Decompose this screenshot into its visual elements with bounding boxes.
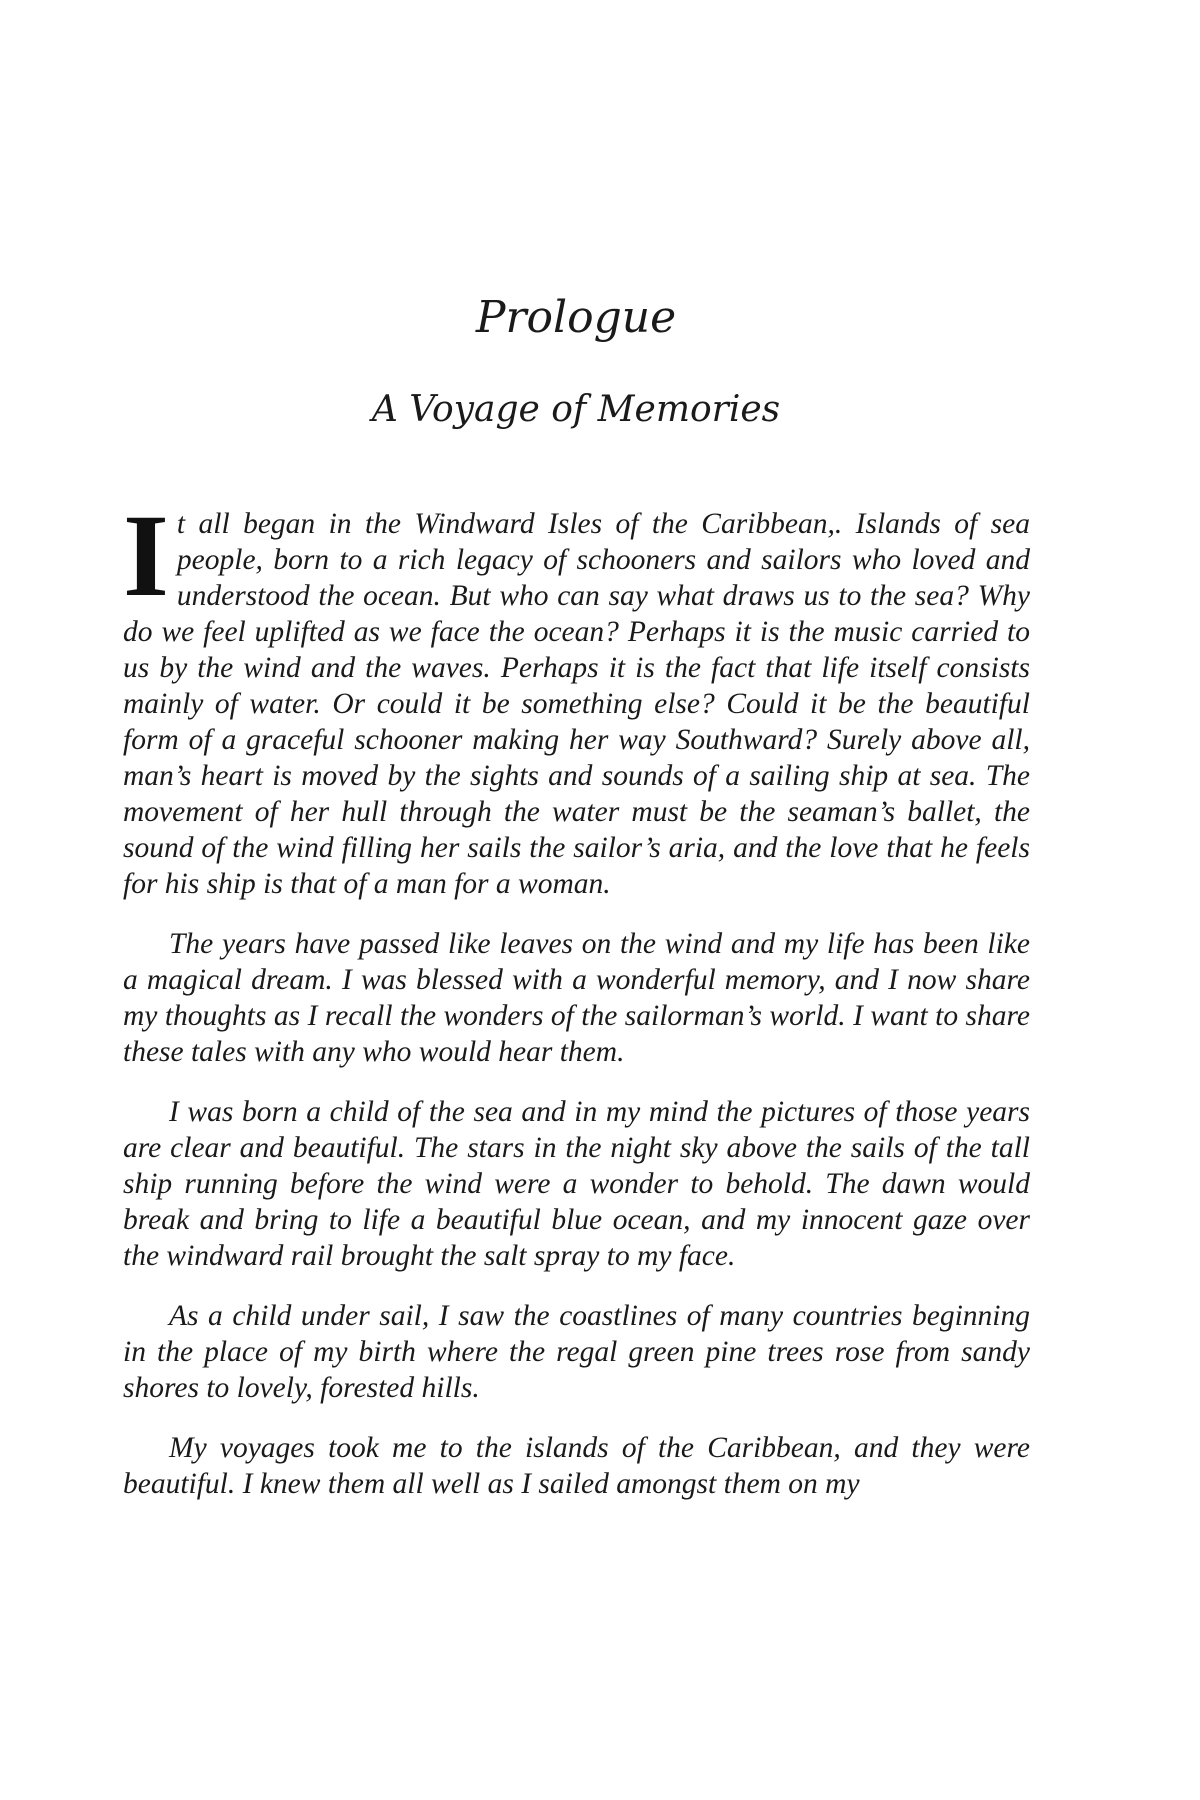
paragraph-4: As a child under sail, I saw the coastlines of many countries beginning in the place of my birth where the regal green pine trees rose from sandy shores to lovely, forested hills. <box>123 1300 1030 1404</box>
paragraph-text: t all began in the Windward Isles of the Caribbean,. Islands of sea people, born to a rich legacy of schooners and sailors who loved and understood the ocean. But who can say what draws us to the sea? Why do we feel uplifted as we face the ocean? Perhaps it is the music carried to us by the wind and the waves. Perhaps it is the fact that life itself consists mainly of water. Or could it be something else? Could it be the beautiful form of a graceful schooner making her way Southward? Surely above all, man’s heart is moved by the sights and sounds of a sailing ship at sea. The movement of her hull through the water must be the seaman’s ballet, the sound of the wind filling her sails the sailor’s aria, and the love that he feels for his ship is that of a man for a woman. <box>123 508 1030 900</box>
paragraph-1 <box>123 490 1030 902</box>
chapter-body <box>123 490 1030 1526</box>
paragraph-5: My voyages took me to the islands of the Caribbean, and they were beautiful. I knew them all well as I sailed amongst them on my <box>123 1432 1030 1500</box>
paragraph-3: I was born a child of the sea and in my mind the pictures of those years are clear and beautiful. The stars in the night sky above the sails of the tall ship running before the wind were a wonder to behold. The dawn would break and bring to life a beautiful blue ocean, and my innocent gaze over the windward rail brought the salt spray to my face. <box>123 1096 1030 1272</box>
drop-cap: I <box>123 490 169 621</box>
chapter-title: Prologue <box>475 292 677 343</box>
chapter-subtitle: A Voyage of Memories <box>371 389 781 430</box>
paragraph-2: The years have passed like leaves on the wind and my life has been like a magical dream. I was blessed with a wonderful memory, and I now share my thoughts as I recall the wonders of the sailorman’s world. I want to share these tales with any who would hear them. <box>123 928 1030 1068</box>
